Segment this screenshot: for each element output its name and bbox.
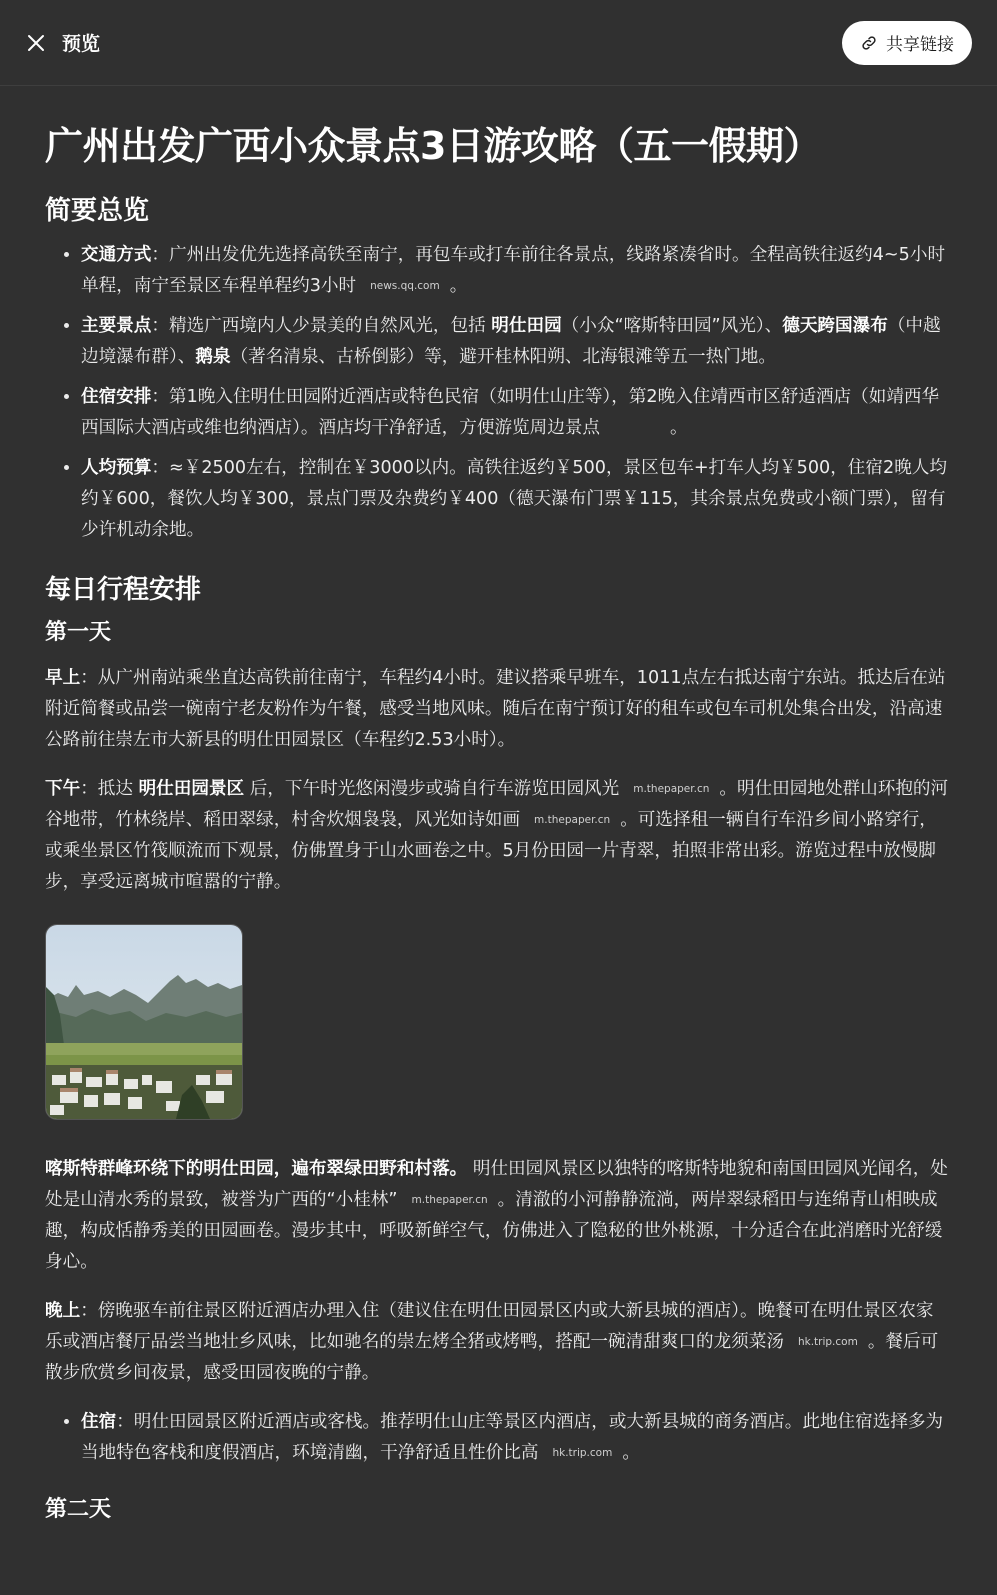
- overview-heading: 简要总览: [45, 196, 150, 227]
- daily-heading: 每日行程安排: [45, 574, 202, 605]
- source-link[interactable]: news.qq.com: [370, 279, 440, 292]
- day2-heading: 第二天: [45, 1496, 112, 1522]
- paragraph-bold: 明仕田园景区: [138, 778, 245, 799]
- item-label: 主要景点: [81, 315, 152, 336]
- mingshi-landscape-photo[interactable]: [45, 924, 243, 1120]
- time-label: 晚上: [45, 1300, 81, 1321]
- document-body: [0, 122, 997, 1526]
- list-item: [81, 453, 949, 546]
- item-text: （中越边境瀑布群）、: [81, 315, 941, 367]
- paragraph-text: ：抵达: [80, 778, 139, 799]
- day1-morning: [45, 663, 949, 756]
- list-item: [81, 382, 949, 444]
- source-link[interactable]: m.thepaper.cn: [633, 782, 710, 795]
- paragraph-text: 。明仕田园地处群山环抱的河谷地带，竹林绕岸、稻田翠绿，村舍炊烟袅袅，风光如诗如画: [45, 778, 949, 830]
- item-text: ：≈￥2500左右，控制在￥3000以内。高铁往返约￥500，景区包车+打车人均￥500，住宿2晚人均约￥600，餐饮人均￥300，景点门票及杂费约￥400（德天瀑布门票￥115，其余景点免费或小额门票），留有少许机动余地。: [81, 457, 947, 540]
- paragraph-text: 。清澈的小河静静流淌，两岸翠绿稻田与连绵青山相映成趣，构成恬静秀美的田园画卷。漫步其中，呼吸新鲜空气，仿佛进入了隐秘的世外桃源，十分适合在此消磨时光舒缓身心。: [45, 1189, 943, 1272]
- item-text: （小众“喀斯特田园”风光）、: [561, 315, 783, 336]
- landscape-image: [46, 925, 242, 1119]
- header-left: [26, 29, 100, 56]
- item-end: 。: [449, 275, 468, 296]
- item-label: 住宿安排: [81, 386, 152, 407]
- item-text: ：明仕田园景区附近酒店或客栈。推荐明仕山庄等景区内酒店，或大新县城的商务酒店。此地住宿选择多为当地特色客栈和度假酒店，环境清幽，干净舒适且性价比高: [81, 1411, 944, 1463]
- day1-evening: [45, 1296, 949, 1389]
- paragraph-text: ：从广州南站乘坐直达高铁前往南宁，车程约4小时。建议搭乘早班车，1011点左右抵达南宁东站。抵达后在站附近简餐或品尝一碗南宁老友粉作为午餐，感受当地风味。随后在南宁预订好的租车或包车司机处集合出发，沿高速公路前往崇左市大新县的明仕田园景区（车程约2.53小时）。: [45, 667, 946, 750]
- item-text: ：精选广西境内人少景美的自然风光，包括: [151, 315, 492, 336]
- item-bold: 德天跨国瀑布: [782, 315, 888, 336]
- day1-afternoon: [45, 774, 949, 898]
- source-link[interactable]: m.thepaper.cn: [411, 1193, 488, 1206]
- paragraph-text: 后，下午时光悠闲漫步或骑自行车游览田园风光: [244, 778, 620, 799]
- item-end: 。: [670, 417, 688, 438]
- source-link[interactable]: m.thepaper.cn: [534, 813, 611, 826]
- link-icon: [860, 34, 878, 52]
- item-text: ：广州出发优先选择高铁至南宁，再包车或打车前往各景点，线路紧凑省时。全程高铁往返约4~5小时单程，南宁至景区车程单程约3小时: [81, 244, 946, 296]
- source-link[interactable]: hk.trip.com: [797, 1335, 858, 1348]
- close-icon[interactable]: [26, 33, 46, 53]
- time-label: 早上: [45, 667, 81, 688]
- item-label: 人均预算: [81, 457, 152, 478]
- day1-heading: 第一天: [45, 620, 112, 646]
- paragraph-text: 。可选择租一辆自行车沿乡间小路穿行，或乘坐景区竹筏顺流而下观景，仿佛置身于山水画卷之中。5月份田园一片青翠，拍照非常出彩。游览过程中放慢脚步，享受远离城市喧嚣的宁静。: [45, 809, 937, 892]
- doc-title: 广州出发广西小众景点3日游攻略（五一假期）: [45, 124, 821, 168]
- preview-title: 预览: [62, 33, 101, 55]
- item-end: 。: [622, 1442, 640, 1463]
- caption-bold: 喀斯特群峰环绕下的明仕田园，遍布翠绿田野和村落。: [45, 1158, 468, 1179]
- photo-caption: [45, 1154, 949, 1278]
- day1-stay-list: [45, 1407, 949, 1469]
- item-label: 交通方式: [81, 244, 152, 265]
- share-link-label: 共享链接: [886, 35, 954, 55]
- item-bold: 鹅泉: [195, 346, 231, 367]
- list-item: [81, 311, 949, 373]
- list-item: [81, 240, 949, 302]
- list-item: [81, 1407, 949, 1469]
- paragraph-text: 。餐后可散步欣赏乡间夜景，感受田园夜晚的宁静。: [45, 1331, 939, 1383]
- item-text: ：第1晚入住明仕田园附近酒店或特色民宿（如明仕山庄等），第2晚入住靖西市区舒适酒店（如靖西华西国际大酒店或维也纳酒店）。酒店均干净舒适，方便游览周边景点: [81, 386, 940, 438]
- paragraph-text: 明仕田园风景区以独特的喀斯特地貌和南国田园风光闻名，处处是山清水秀的景致，被誉为广西的“小桂林”: [45, 1158, 948, 1210]
- item-text: （著名清泉、古桥倒影）等，避开桂林阳朔、北海银滩等五一热门地。: [230, 346, 776, 367]
- paragraph-text: ：傍晚驱车前往景区附近酒店办理入住（建议住在明仕田园景区内或大新县城的酒店）。晚餐可在明仕景区农家乐或酒店餐厅品尝当地壮乡风味，比如驰名的崇左烤全猪或烤鸭，搭配一碗清甜爽口的龙须菜汤: [45, 1300, 934, 1352]
- source-link[interactable]: hk.trip.com: [552, 1446, 613, 1459]
- top-bar: [0, 0, 997, 86]
- item-bold: 明仕田园: [491, 315, 562, 336]
- item-label: 住宿: [81, 1411, 117, 1432]
- overview-list: [45, 240, 949, 546]
- share-link-button[interactable]: [842, 21, 972, 65]
- time-label: 下午: [45, 778, 81, 799]
